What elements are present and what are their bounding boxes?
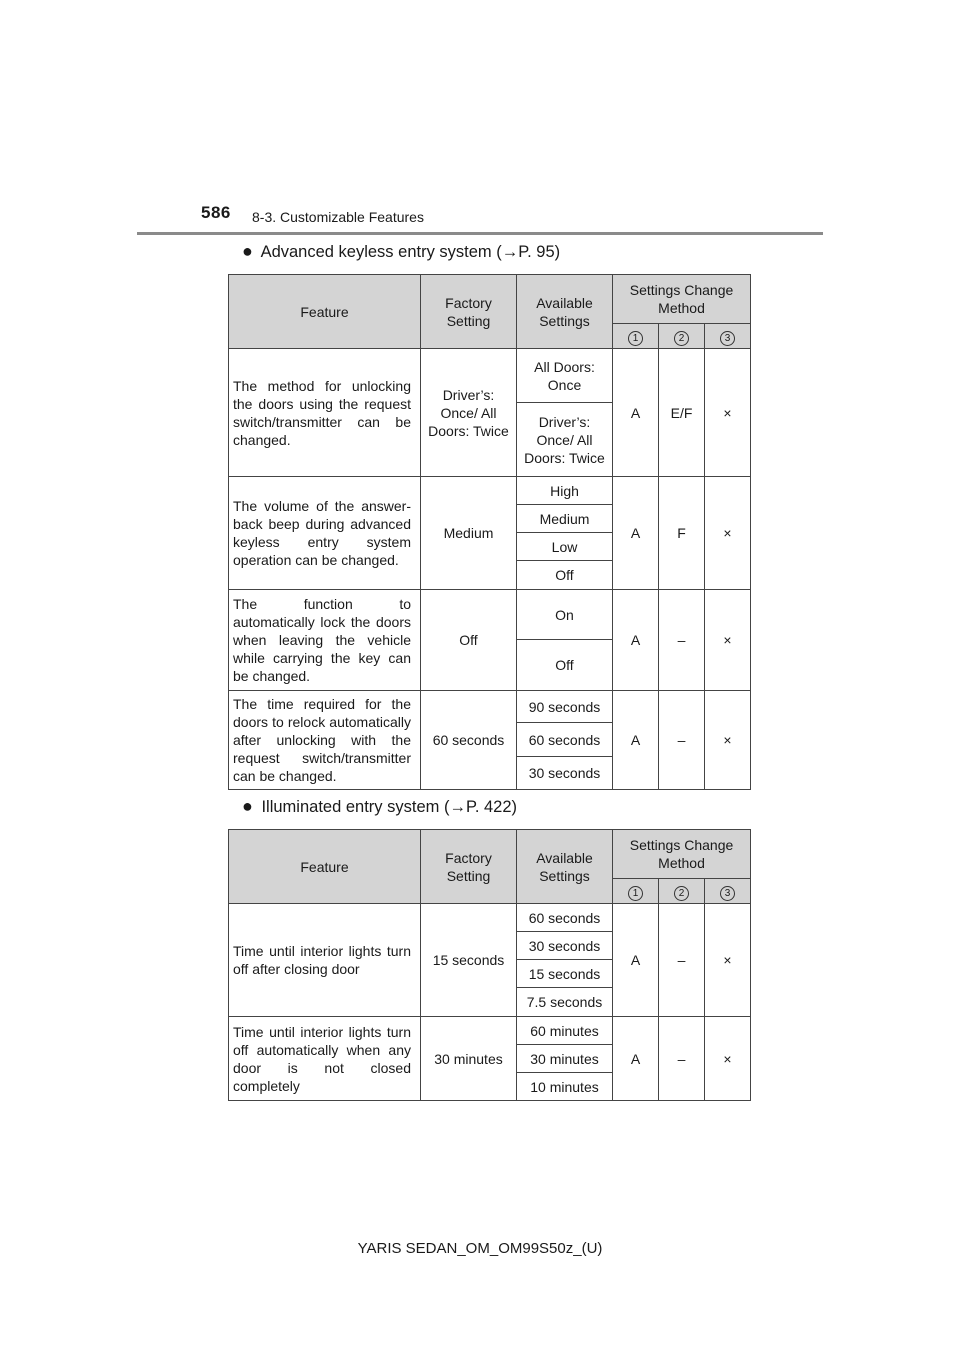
factory-setting-cell: 15 seconds [421, 904, 517, 1017]
page-number: 586 [201, 203, 231, 222]
table-row [229, 904, 751, 932]
bullet-icon: ● [242, 796, 253, 816]
factory-setting-cell: Medium [421, 477, 517, 590]
method-1-cell: A [613, 477, 659, 590]
available-settings-header: Available Settings [517, 830, 613, 904]
keyless-entry-heading-text: Advanced keyless entry system (→P. 95) [260, 243, 561, 261]
illuminated-entry-heading-text: Illuminated entry system (→P. 422) [261, 798, 518, 816]
feature-cell: The method for unlocking the doors using the request switch/transmitter can be changed. [229, 349, 421, 477]
method-2-cell: – [659, 1017, 705, 1101]
option-cell: Off [517, 640, 613, 691]
table-row [229, 477, 751, 505]
circled-number-icon: 1 [628, 886, 643, 901]
option-cell: 7.5 seconds [517, 988, 613, 1017]
table-row [229, 590, 751, 640]
feature-cell: Time until interior lights turn off automatically when any door is not closed completely [229, 1017, 421, 1101]
option-cell: 10 minutes [517, 1073, 613, 1101]
feature-cell: Time until interior lights turn off after closing door [229, 904, 421, 1017]
section-title: 8-3. Customizable Features [252, 209, 424, 225]
document-code: YARIS SEDAN_OM_OM99S50z_(U) [357, 1240, 603, 1257]
method-3-cell: × [705, 691, 751, 790]
method-1-header [613, 324, 659, 349]
method-3-header [705, 879, 751, 904]
feature-cell: The time required for the doors to relock automatically after unlocking with the request switch/transmitter can be changed. [229, 691, 421, 790]
settings-change-method-header: Settings Change Method [613, 275, 751, 324]
circled-number-icon: 3 [720, 331, 735, 346]
option-cell: Off [517, 561, 613, 590]
method-1-cell: A [613, 691, 659, 790]
factory-setting-header: Factory Setting [421, 830, 517, 904]
factory-setting-cell: Driver’s: Once/ All Doors: Twice [421, 349, 517, 477]
method-1-cell: A [613, 349, 659, 477]
feature-cell: The function to automatically lock the doors when leaving the vehicle while carrying the key can be changed. [229, 590, 421, 691]
circled-number-icon: 2 [674, 886, 689, 901]
circled-number-icon: 1 [628, 331, 643, 346]
method-3-cell: × [705, 590, 751, 691]
keyless-entry-heading [242, 241, 560, 262]
method-2-cell: – [659, 590, 705, 691]
illuminated-entry-heading [242, 796, 517, 817]
option-cell: 30 seconds [517, 757, 613, 790]
illuminated-entry-table [228, 829, 751, 1101]
feature-header: Feature [229, 275, 421, 349]
header-divider [137, 232, 823, 235]
method-2-header [659, 879, 705, 904]
option-cell: 60 seconds [517, 904, 613, 932]
factory-setting-cell: 30 minutes [421, 1017, 517, 1101]
method-3-cell: × [705, 349, 751, 477]
option-cell: 30 seconds [517, 932, 613, 960]
option-cell: 30 minutes [517, 1045, 613, 1073]
method-3-cell: × [705, 904, 751, 1017]
option-cell: 90 seconds [517, 691, 613, 723]
option-cell: Medium [517, 505, 613, 533]
bullet-icon: ● [242, 241, 253, 261]
option-cell: High [517, 477, 613, 505]
available-settings-header: Available Settings [517, 275, 613, 349]
option-cell: On [517, 590, 613, 640]
table-row [229, 1017, 751, 1045]
method-3-cell: × [705, 1017, 751, 1101]
method-2-cell: E/F [659, 349, 705, 477]
option-cell: 60 seconds [517, 723, 613, 757]
method-1-cell: A [613, 590, 659, 691]
option-cell: 15 seconds [517, 960, 613, 988]
method-2-cell: – [659, 691, 705, 790]
method-1-header [613, 879, 659, 904]
factory-setting-cell: 60 seconds [421, 691, 517, 790]
feature-header: Feature [229, 830, 421, 904]
circled-number-icon: 3 [720, 886, 735, 901]
method-2-cell: F [659, 477, 705, 590]
keyless-entry-table [228, 274, 751, 790]
method-3-header [705, 324, 751, 349]
factory-setting-cell: Off [421, 590, 517, 691]
factory-setting-header: Factory Setting [421, 275, 517, 349]
method-2-header [659, 324, 705, 349]
circled-number-icon: 2 [674, 331, 689, 346]
table-row [229, 349, 751, 403]
method-1-cell: A [613, 904, 659, 1017]
option-cell: Driver’s: Once/ All Doors: Twice [517, 403, 613, 477]
feature-cell: The volume of the answer-back beep during advanced keyless entry system operation can be changed. [229, 477, 421, 590]
option-cell: 60 minutes [517, 1017, 613, 1045]
method-3-cell: × [705, 477, 751, 590]
option-cell: All Doors: Once [517, 349, 613, 403]
method-1-cell: A [613, 1017, 659, 1101]
table-row [229, 691, 751, 723]
option-cell: Low [517, 533, 613, 561]
method-2-cell: – [659, 904, 705, 1017]
settings-change-method-header: Settings Change Method [613, 830, 751, 879]
